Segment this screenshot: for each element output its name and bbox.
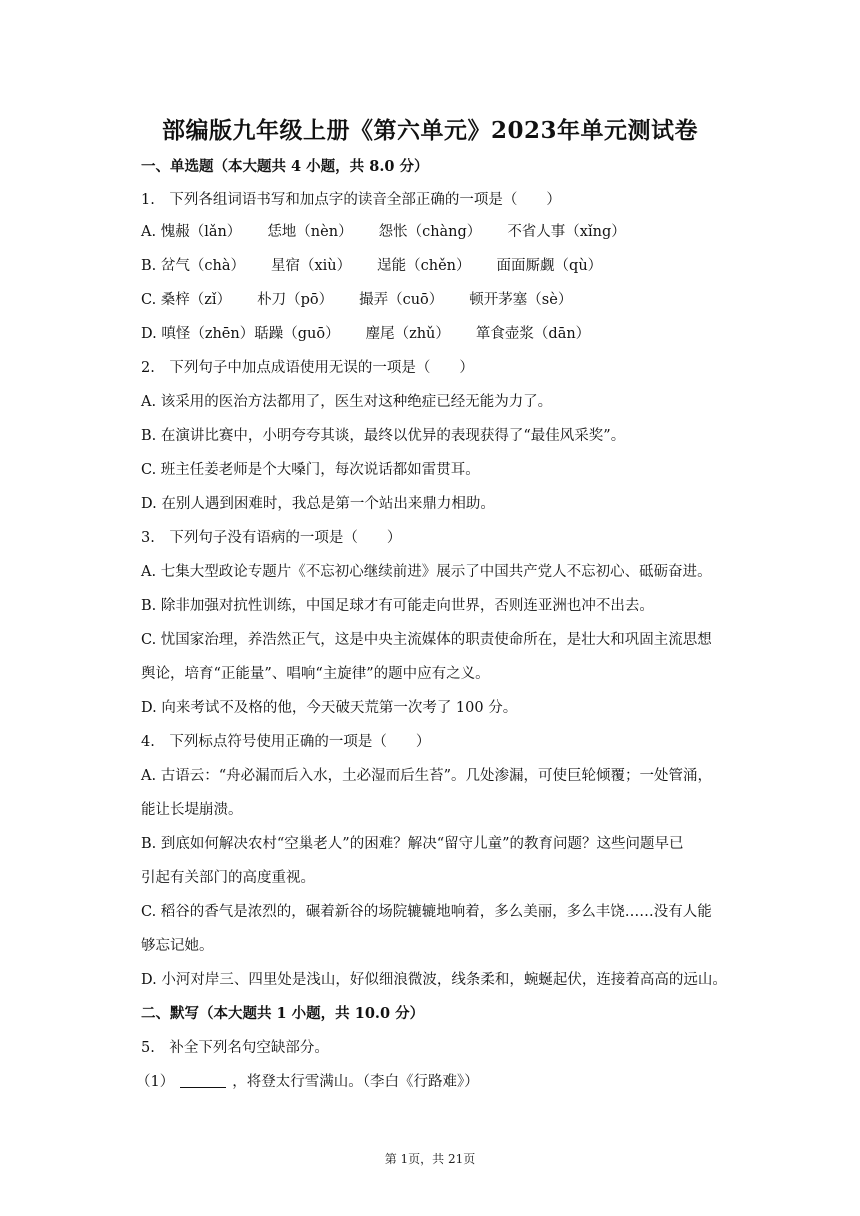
question-4-option-b-cont: 引起有关部门的高度重视。 (141, 870, 315, 886)
question-3-option-c: C. 忧国家治理，养浩然正气，这是中央主流媒体的职责使命所在，是壮大和巩固主流思想 (141, 632, 712, 648)
section-heading-single-choice: 一、单选题（本大题共 4 小题，共 8.0 分） (141, 158, 429, 175)
question-2-option-a: A. 该采用的医治方法都用了，医生对这种绝症已经无能为力了。 (141, 394, 553, 410)
question-1-option-d: D. 嗔怪（zhēn）聒躁（guō） 麈尾（zhǔ） 箪食壶浆（dān） (141, 326, 591, 342)
question-1-stem: 1. 下列各组词语书写和加点字的读音全部正确的一项是（ ） (141, 192, 561, 208)
question-5-item-1 (136, 1072, 756, 1092)
page-title: 部编版九年级上册《第六单元》2023年单元测试卷 (161, 117, 698, 144)
question-5-stem: 5. 补全下列名句空缺部分。 (141, 1040, 329, 1056)
page-footer: 第 1页，共 21页 (384, 1152, 476, 1166)
question-3-option-a: A. 七集大型政论专题片《不忘初心继续前进》展示了中国共产党人不忘初心、砥砺奋进。 (141, 564, 712, 580)
question-3-option-b: B. 除非加强对抗性训练，中国足球才有可能走向世界，否则连亚洲也冲不出去。 (141, 598, 654, 614)
question-3-option-c-cont: 舆论，培育“正能量”、唱响“主旋律”的题中应有之义。 (141, 666, 490, 682)
question-4-option-b: B. 到底如何解决农村“空巢老人”的困难？解决“留守儿童”的教育问题？这些问题早已 (141, 836, 684, 852)
question-3-option-d: D. 向来考试不及格的他，今天破天荒第一次考了 100 分。 (141, 700, 518, 716)
answer-blank (180, 1073, 226, 1088)
question-3-stem: 3. 下列句子没有语病的一项是（ ） (141, 530, 402, 546)
item-text: ，将登太行雪满山。（李白《行路难》） (232, 1074, 479, 1090)
question-4-option-c-cont: 够忘记她。 (141, 938, 214, 954)
item-number: （1） (136, 1074, 175, 1090)
section-heading-dictation: 二、默写（本大题共 1 小题，共 10.0 分） (141, 1005, 425, 1022)
question-4-option-a-cont: 能让长堤崩溃。 (141, 802, 243, 818)
question-2-stem: 2. 下列句子中加点成语使用无误的一项是（ ） (141, 360, 474, 376)
question-4-stem: 4. 下列标点符号使用正确的一项是（ ） (141, 734, 431, 750)
question-1-option-b: B. 岔气（chà） 星宿（xiù） 逞能（chěn） 面面厮觑（qù） (141, 258, 603, 274)
question-4-option-a: A. 古语云：“舟必漏而后入水，土必湿而后生苔”。几处渗漏，可使巨轮倾覆；一处管涌， (141, 768, 713, 784)
question-2-option-c: C. 班主任姜老师是个大嗓门，每次说话都如雷贯耳。 (141, 462, 480, 478)
question-2-option-b: B. 在演讲比赛中，小明夸夸其谈，最终以优异的表现获得了“最佳风采奖”。 (141, 428, 626, 444)
question-1-option-c: C. 桑梓（zǐ） 朴刀（pō） 撮弄（cuō） 顿开茅塞（sè） (141, 292, 573, 308)
question-2-option-d: D. 在别人遇到困难时，我总是第一个站出来鼎力相助。 (141, 496, 495, 512)
question-1-option-a: A. 愧赧（lǎn） 恁地（nèn） 怨怅（chàng） 不省人事（xǐng） (141, 224, 626, 240)
question-4-option-c: C. 稻谷的香气是浓烈的，碾着新谷的场院辘辘地响着，多么美丽，多么丰饶……没有人能 (141, 904, 712, 920)
question-4-option-d: D. 小河对岸三、四里处是浅山，好似细浪微波，线条柔和，蜿蜒起伏，连接着高高的远山。 (141, 972, 727, 988)
